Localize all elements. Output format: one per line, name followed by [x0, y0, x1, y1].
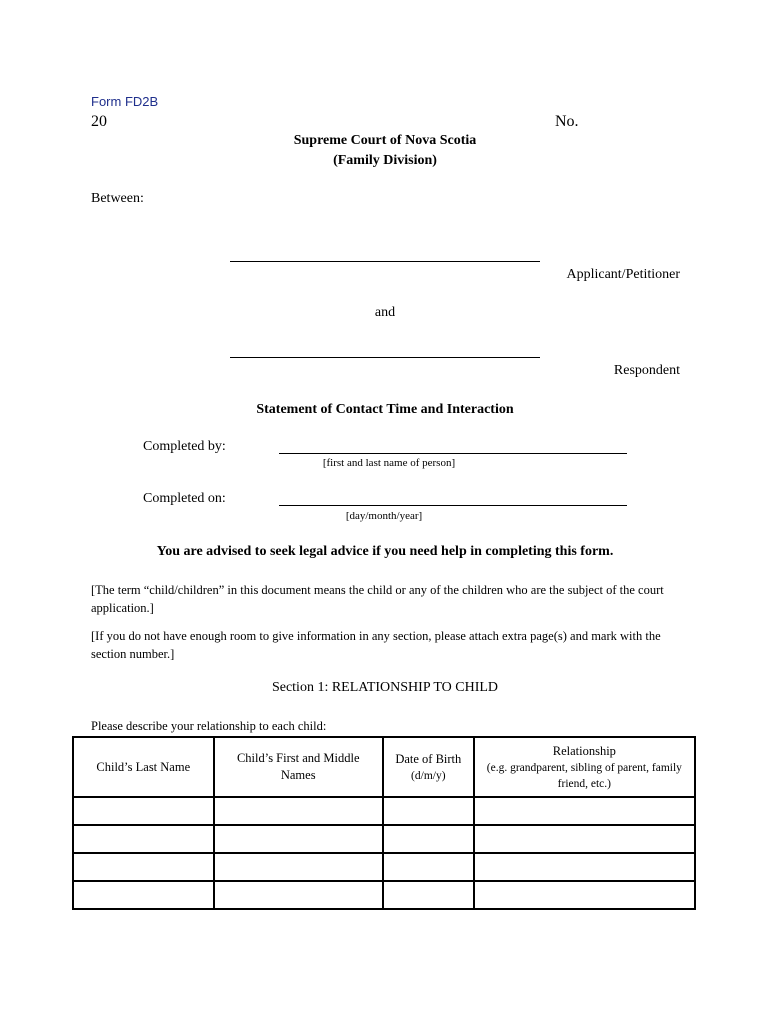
column-header-date-of-birth: [383, 737, 474, 797]
section-1-title: Section 1: RELATIONSHIP TO CHILD: [271, 680, 499, 695]
column-label: Relationship: [552, 743, 616, 758]
last-name-cell[interactable]: [73, 825, 214, 853]
date-of-birth-cell[interactable]: [383, 853, 474, 881]
completed-on-label: Completed on:: [143, 491, 226, 506]
statement-title: Statement of Contact Time and Interaction: [256, 402, 514, 417]
child-term-note: [The term “child/children” in this document means the child or any of the children who are the subject of the court application.]: [91, 583, 664, 615]
column-header-relationship: [474, 737, 695, 797]
completed-by-label: Completed by:: [143, 439, 226, 454]
first-middle-names-cell[interactable]: [214, 825, 383, 853]
table-row: [73, 853, 695, 881]
court-name: Supreme Court of Nova Scotia: [293, 133, 477, 148]
column-sublabel: (e.g. grandparent, sibling of parent, family friend, etc.): [486, 761, 682, 790]
section-1-instruction: Please describe your relationship to each child:: [91, 719, 327, 733]
column-label: Child’s First and Middle Names: [236, 751, 360, 782]
relationship-cell[interactable]: [474, 825, 695, 853]
year-label: 20: [91, 113, 107, 130]
last-name-cell[interactable]: [73, 797, 214, 825]
date-of-birth-cell[interactable]: [383, 797, 474, 825]
date-of-birth-cell[interactable]: [383, 825, 474, 853]
date-of-birth-cell[interactable]: [383, 881, 474, 909]
applicant-name-line[interactable]: [230, 261, 540, 262]
relationship-cell[interactable]: [474, 853, 695, 881]
between-label: Between:: [91, 191, 144, 206]
applicant-label: Applicant/Petitioner: [566, 267, 680, 282]
column-label: Child’s Last Name: [96, 759, 191, 774]
completed-by-field[interactable]: [279, 453, 627, 454]
completed-by-hint: [first and last name of person]: [322, 457, 456, 469]
form-id: Form FD2B: [91, 94, 159, 109]
completed-on-hint: [day/month/year]: [345, 510, 423, 522]
first-middle-names-cell[interactable]: [214, 797, 383, 825]
last-name-cell[interactable]: [73, 881, 214, 909]
last-name-cell[interactable]: [73, 853, 214, 881]
respondent-name-line[interactable]: [230, 357, 540, 358]
first-middle-names-cell[interactable]: [214, 881, 383, 909]
extra-pages-note: [If you do not have enough room to give information in any section, please attach extra page(s) and mark with the section number.]: [91, 629, 661, 661]
respondent-label: Respondent: [613, 363, 680, 378]
table-row: [73, 825, 695, 853]
relationship-cell[interactable]: [474, 881, 695, 909]
first-middle-names-cell[interactable]: [214, 853, 383, 881]
and-label: and: [374, 305, 396, 320]
column-label: Date of Birth: [395, 751, 462, 766]
table-row: [73, 797, 695, 825]
table-row: [73, 881, 695, 909]
table-header-row: [73, 737, 695, 797]
legal-advice-notice: You are advised to seek legal advice if you need help in completing this form.: [156, 544, 614, 559]
court-division: (Family Division): [333, 153, 437, 168]
file-number-label: No.: [555, 113, 579, 130]
completed-on-field[interactable]: [279, 505, 627, 506]
relationship-cell[interactable]: [474, 797, 695, 825]
column-header-last-name: [73, 737, 214, 797]
column-header-first-middle-names: [214, 737, 383, 797]
column-sublabel: (d/m/y): [411, 769, 446, 782]
relationship-table: [72, 736, 696, 910]
